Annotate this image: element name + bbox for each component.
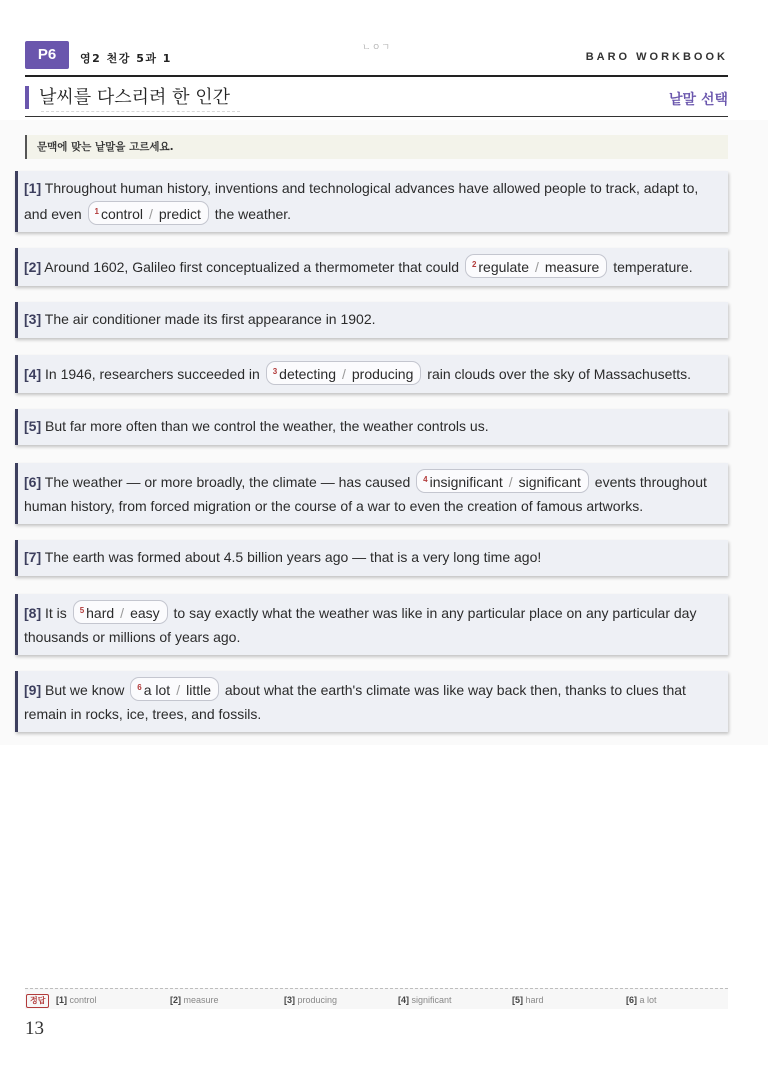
brand-label: BARO WORKBOOK [585,51,728,63]
unit-label: 영2 천강 5과 1 [80,52,172,65]
question-7 [15,540,728,576]
question-text: events throughout human history, from forced migration or the course of a war to even the creation of famous artworks. [24,474,707,514]
choice-group-6: $^6$ a lot / little [130,677,219,701]
answer-item: [5] hard [512,995,544,1005]
choice-group-1: $^1$ control / predict [88,201,209,225]
page-badge: P6 [25,41,69,69]
choice-number: 6 [137,683,142,692]
question-number: [4] [24,366,42,382]
choice-option[interactable]: predict [158,205,201,222]
question-number: [6] [24,474,42,490]
question-text: the weather. [214,205,292,222]
answer-item: [4] significant [398,995,452,1005]
question-8 [15,594,728,655]
page-title: 날씨를 다스리려 한 인간 [39,87,231,108]
choice-option[interactable]: detecting [279,366,336,382]
choice-number: 5 [79,606,85,615]
question-number: [2] [24,259,42,275]
choice-option[interactable]: regulate [478,259,529,275]
choice-option[interactable]: insignificant [429,474,503,490]
choice-option[interactable]: significant [518,474,581,490]
page-number: 13 [25,1018,44,1039]
choice-option[interactable]: control [100,205,143,222]
answer-item: [1] control [56,995,97,1005]
choice-option[interactable]: little [186,682,211,698]
choice-option[interactable]: hard [86,605,115,621]
title-accent-bar [25,86,29,109]
question-text: about what the earth's climate was like way back then, thanks to clues that remain in rocks, ice, trees, and fossils. [24,682,686,722]
choice-group-4: $^4$ insignificant / significant [416,469,589,493]
choice-group-3: $^3$ detecting / producing [266,361,422,385]
choice-number: 2 [471,260,477,269]
answer-item: [6] a lot [626,995,657,1005]
choice-group-2: $^2$ regulate / measure [465,254,607,278]
question-number: [9] [24,682,42,698]
choice-option[interactable]: producing [351,366,414,382]
question-9 [15,671,728,732]
question-text: rain clouds over the sky of Massachusetts. [427,366,692,382]
question-number: [1] [24,180,42,196]
title-bar [25,86,728,117]
question-3 [15,302,728,338]
page-header [25,41,728,77]
question-6 [15,463,728,524]
choice-option[interactable]: a lot [143,682,171,698]
instruction: 문맥에 맞는 낱말을 고르세요. [25,135,728,159]
question-text: Throughout human history, inventions and technological advances have allowed people to track, adapt to, and even [24,180,699,222]
question-text: The air conditioner made its first appearance in 1902. [44,311,376,327]
question-number: [5] [24,418,42,434]
choice-option[interactable]: easy [130,605,160,621]
question-text: Around 1602, Galileo first conceptualized a thermometer that could [44,259,460,275]
question-4 [15,355,728,393]
question-text: The weather — or more broadly, the climate — has caused [44,474,411,490]
question-text: to say exactly what the weather was like in any particular place on any particular day thousands or millions of years ago. [24,605,697,645]
answer-item: [3] producing [284,995,338,1005]
question-2 [15,248,728,286]
question-number: [3] [24,311,42,327]
exercise-type: 낱말 선택 [669,92,728,108]
question-5 [15,409,728,445]
question-text: But we know [45,682,125,698]
question-text: It is [45,605,67,621]
answer-item: [2] measure [170,995,219,1005]
question-number: [7] [24,549,42,565]
question-text: But far more often than we control the weather, the weather controls us. [45,418,489,434]
question-text: The earth was formed about 4.5 billion years ago — that is a very long time ago! [44,549,542,565]
choice-group-5: $^5$ hard / easy [73,600,168,624]
question-text: In 1946, researchers succeeded in [45,366,260,382]
question-text: temperature. [613,259,693,275]
choice-option[interactable]: measure [544,259,600,275]
choice-number: 1 [94,206,99,216]
answer-badge: 정답 [26,994,49,1008]
answer-key [25,988,728,1009]
question-1 [15,171,728,232]
question-number: [8] [24,605,42,621]
choice-number: 4 [423,475,428,484]
choice-number: 3 [272,367,278,376]
header-mark: ㄴㅇㄱ [362,43,392,53]
